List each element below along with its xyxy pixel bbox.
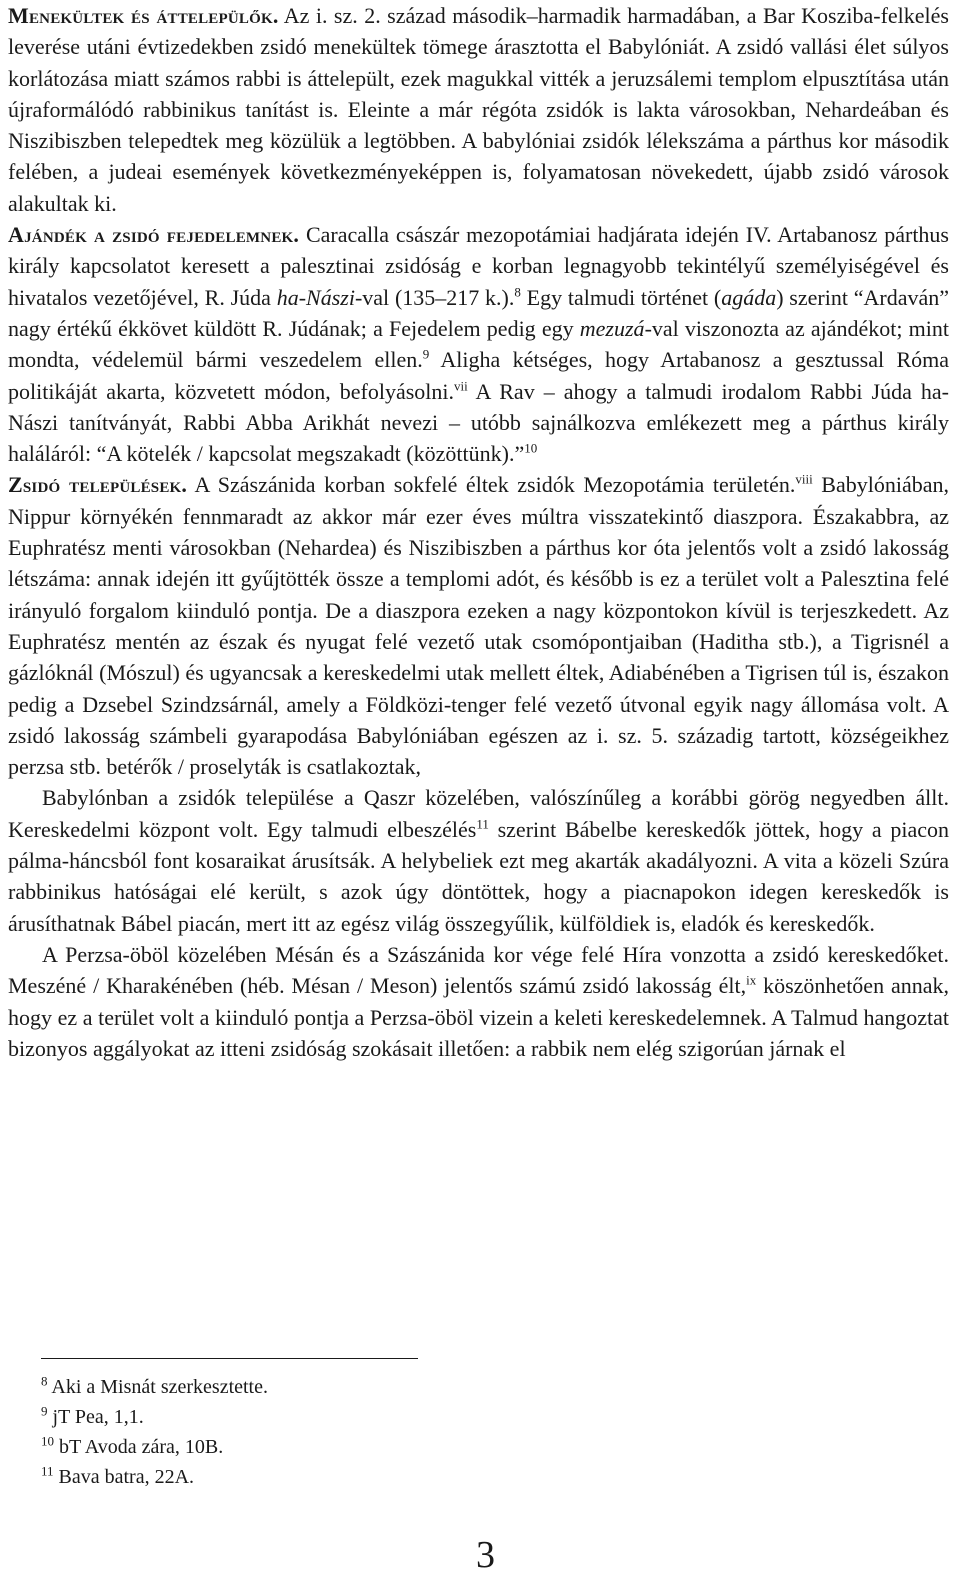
paragraph-text: ) szerint “Ardaván” nagy értékű ékkövet küldött R. Júdának; a Fejedelem pedig egy: [8, 284, 949, 341]
paragraph-text: Babylónban a zsidók települése a Qaszr közelében, valószínűleg a korábbi görög negyedben állt. Kereskedelmi központ volt. Egy talmudi elbeszélés: [8, 785, 949, 842]
footnote-item: [41, 1432, 741, 1462]
footnote-reference[interactable]: 9: [422, 346, 430, 362]
footnote-item: [41, 1462, 741, 1492]
footnote-number: 9: [41, 1403, 48, 1419]
paragraph-text: A Rav – ahogy a talmudi irodalom Rabbi Júda ha-Nászi tanítványát, Rabbi Abba Arikhát nevezi – utóbb sajnálkozva emlékezett meg a párthus király haláláról: “A kötelék / kapcsolat megszakadt (közöttünk).”: [8, 378, 949, 467]
footnote-text: Aki a Misnát szerkesztette.: [47, 1376, 268, 1398]
italic-term: agáda: [721, 284, 777, 310]
paragraph-ajandek: [8, 219, 949, 469]
paragraph-menekultek: [8, 0, 949, 219]
paragraph-text: -val viszonozta az ajándékot; mint mondta, védelemül bármi veszedelem ellen.: [8, 315, 950, 373]
footnote-separator: [41, 1358, 418, 1359]
footnote-reference[interactable]: 8: [514, 284, 521, 300]
endnote-reference[interactable]: viii: [795, 472, 813, 488]
paragraph-babylon: [8, 782, 949, 938]
footnote-item: [41, 1402, 741, 1432]
paragraph-text: A Perzsa-öböl közelében Mésán és a Szászánida kor vége felé Híra vonzotta a zsidó kereskedőket. Meszéné / Kharakénében (héb. Mésan / Meson) jelentős számú zsidó lakosság élt,: [8, 941, 949, 999]
paragraph-perzsa-obol: [8, 939, 949, 1064]
footnotes: [41, 1372, 741, 1492]
paragraph-zsido-telepulesek: [8, 469, 949, 782]
footnote-number: 10: [41, 1433, 54, 1449]
section-heading-telepulesek: Zsidó települések.: [8, 472, 188, 498]
paragraph-text: szerint Bábelbe kereskedők jöttek, hogy a piacon pálma-háncsból font kosaraikat árusítsák. A helybeliek ezt meg akarták akadályozni. A vita a közeli Szúra rabbinikus hatóságai elé került, s azok úgy döntöttek, hogy a piacnapokon idegen kereskedők is árusíthatnak Bábel piacán, mert itt az egész világ összegyűlik, külföldiek is, eladók és kereskedők.: [8, 816, 949, 936]
section-heading-menekultek: Menekültek és áttelepülők.: [8, 3, 279, 28]
footnote-text: Bava batra, 22A.: [53, 1466, 195, 1488]
endnote-reference[interactable]: ix: [746, 972, 757, 988]
paragraph-text: Caracalla császár mezopotámiai hadjárata idején IV. Artabanosz párthus király kapcsolatot keresett a palesztinai zsidóság e korban legnagyobb tekintélyű személyiségével és hivatalos vezetőjével, R. Júda: [8, 222, 949, 310]
section-heading-ajandek: Ajándék a zsidó fejedelemnek.: [8, 222, 300, 248]
italic-term: ha-Nászi: [276, 284, 355, 310]
footnote-reference[interactable]: 10: [524, 440, 538, 456]
footnote-text: jT Pea, 1,1.: [47, 1406, 144, 1428]
footnote-number: 8: [41, 1373, 48, 1389]
paragraph-text: Aligha kétséges, hogy Artabanosz a gesztussal Róma politikáját akarta, közvetett módon, befolyásolni.: [8, 347, 949, 404]
page-number: 3: [476, 1534, 495, 1576]
document-page: [8, 0, 949, 1593]
footnote-reference[interactable]: 11: [476, 816, 489, 832]
paragraph-text: Az i. sz. 2. század második–harmadik harmadában, a Bar Kosziba-felkelés leverése utáni évtizedekben zsidó menekültek tömege árasztotta el Babylóniát. A zsidó vallási élet súlyos korlátozása miatt számos rabbi is áttelepült, ezek magukkal vitték a jeruzsálemi templom elpusztítása után újraformálódó rabbinikus tanítást is. Eleinte a már régóta zsidók is lakta városokban, Nehardeában és Niszibiszben telepedtek meg közülük a legtöbben. A babylóniai zsidók lélekszáma a párthus kor második felében, a judeai események következményeképpen is, folyamatosan növekedett, újabb zsidó városok alakultak ki.: [8, 3, 949, 216]
footnote-number: 11: [41, 1463, 54, 1479]
footnote-text: bT Avoda zára, 10B.: [54, 1436, 224, 1458]
paragraph-text: Babylóniában, Nippur környékén fennmaradt az akkor már ezer éves múltra visszatekintő diaszpora. Északabbra, az Euphratész menti városokban (Nehardea) és Niszibiszben a párthus kor óta jelentős volt a zsidó lakosság létszáma: annak idején itt gyűjtötték össze a templomi adót, és később is ez a terület volt a Palesztina felé irányuló forgalom kiinduló pontja. De a diaszpora ezeken a nagy központokon kívül is terjeszkedett. Az Euphratész mentén az észak és nyugat felé vezető utak csomópontjaiban (Haditha stb.), a Tigrisnél a gázlóknál (Mószul) és ugyancsak a kereskedelmi utak mellett éltek, Adiabénében a Tigrisen túl is, északon pedig a Dzsebel Szindzsárnál, amely a Földközi-tenger felé vezető útvonal egyik nagy állomása volt. A zsidó lakosság számbeli gyarapodása Babylóniában egészen az i. sz. 5. századig tartott, községeikhez perzsa stb. betérők / proselyták is csatlakoztak,: [8, 472, 949, 780]
paragraph-text: A Szászánida korban sokfelé éltek zsidók Mezopotámia területén.: [187, 472, 796, 498]
footnote-item: [41, 1372, 741, 1402]
paragraph-text: -val (135–217 k.).: [354, 284, 515, 310]
paragraph-text: köszönhetően annak, hogy ez a terület volt a kiinduló pontja a Perzsa-öböl vizein a keleti kereskedelemnek. A Talmud hangoztat bizonyos aggályokat az itteni zsidóság szokásait illetően: a rabbik nem elég szigorúan járnak el: [8, 973, 949, 1061]
endnote-reference[interactable]: vii: [454, 378, 468, 394]
italic-term: mezuzá: [579, 315, 645, 341]
paragraph-text: Egy talmudi történet (: [520, 284, 722, 310]
